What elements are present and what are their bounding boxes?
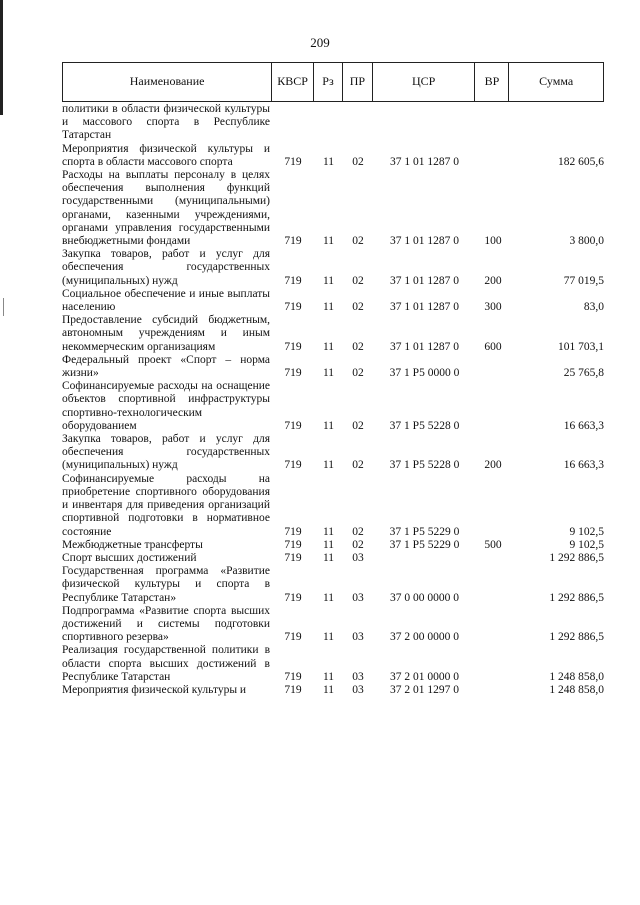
cell-kvsr: 719 [284, 367, 302, 380]
cell-pr: 03 [352, 670, 364, 683]
cell-pr: 02 [352, 538, 364, 551]
cell-kvsr: 719 [284, 525, 302, 538]
cell-csr: 37 1 01 1287 0 [390, 155, 459, 168]
cell-csr: 37 1 P5 5228 0 [389, 419, 460, 432]
cell-pr: 02 [352, 274, 364, 287]
cell-name: Межбюджетные трансферты [62, 538, 203, 551]
table-row [62, 380, 604, 433]
cell-sum: 77 019,5 [563, 274, 604, 287]
cell-name: Реализация государственной политики в области спорта высших достижений в Республике Татарстан [62, 644, 270, 683]
cell-rz: 11 [322, 301, 335, 314]
cell-name: Спорт высших достижений [62, 551, 197, 564]
cell-sum: 1 292 886,5 [549, 591, 604, 604]
cell-name: Социальное обеспечение и иные выплаты населению [62, 287, 270, 314]
cell-vr: 200 [484, 274, 502, 287]
cell-pr: 03 [352, 631, 364, 644]
table-row [62, 473, 604, 539]
table-row [62, 248, 604, 288]
cell-kvsr: 719 [284, 235, 302, 248]
header-sum: Сумма [539, 74, 574, 89]
cell-pr: 02 [352, 155, 364, 168]
header-pr: ПР [343, 63, 373, 101]
page-number: 209 [310, 35, 330, 50]
table-row [62, 433, 604, 473]
cell-vr: 600 [484, 340, 502, 353]
header-rz: Рз [314, 63, 343, 101]
table-body [62, 103, 604, 697]
cell-rz: 11 [322, 155, 335, 168]
cell-kvsr: 719 [284, 274, 302, 287]
cell-kvsr: 719 [284, 683, 302, 696]
cell-name: Закупка товаров, работ и услуг для обеспечения государственных (муниципальных) нужд [62, 248, 270, 287]
cell-kvsr: 719 [284, 551, 302, 564]
cell-pr: 02 [352, 419, 364, 432]
table-row [62, 605, 604, 645]
table-row [62, 539, 604, 552]
cell-csr: 37 2 00 0000 0 [390, 631, 459, 644]
cell-sum: 1 292 886,5 [549, 631, 604, 644]
table-row [62, 565, 604, 605]
scan-mark [3, 298, 4, 316]
cell-sum: 101 703,1 [558, 340, 604, 353]
cell-rz: 11 [322, 538, 335, 551]
cell-sum: 16 663,3 [563, 459, 604, 472]
table-row [62, 314, 604, 354]
cell-rz: 11 [322, 340, 335, 353]
cell-name: Федеральный проект «Спорт – норма жизни» [62, 353, 270, 380]
cell-pr: 02 [352, 367, 364, 380]
cell-csr: 37 1 P5 5229 0 [389, 525, 460, 538]
cell-csr: 37 2 01 0000 0 [390, 670, 459, 683]
cell-csr: 37 1 P5 5228 0 [389, 459, 460, 472]
cell-pr: 02 [352, 235, 364, 248]
cell-csr: 37 2 01 1297 0 [390, 683, 459, 696]
cell-sum: 25 765,8 [563, 367, 604, 380]
cell-csr: 37 1 P5 0000 0 [389, 367, 460, 380]
cell-name: Государственная программа «Развитие физической культуры и спорта в Республике Татарстан» [62, 565, 270, 604]
table-header [62, 62, 604, 102]
cell-rz: 11 [322, 591, 335, 604]
cell-name: Закупка товаров, работ и услуг для обеспечения государственных (муниципальных) нужд [62, 433, 270, 472]
cell-name: Мероприятия физической культуры и спорта в области массового спорта [62, 142, 270, 168]
cell-name: Софинансируемые расходы на приобретение спортивного оборудования и инвентаря для приведения организаций спортивной подготовки в нормативное состояние [62, 472, 270, 538]
cell-name: Софинансируемые расходы на оснащение объектов спортивной инфраструктуры спортивно-технологическим оборудованием [62, 380, 270, 432]
cell-csr: 37 0 00 0000 0 [390, 591, 459, 604]
table-row [62, 103, 604, 143]
cell-vr: 200 [484, 459, 502, 472]
cell-sum: 1 248 858,0 [549, 683, 604, 696]
table-row [62, 354, 604, 380]
cell-csr: 37 1 01 1287 0 [390, 340, 459, 353]
cell-name: Мероприятия физической культуры и [62, 683, 247, 696]
header-name: Наименование [63, 63, 272, 101]
cell-kvsr: 719 [284, 301, 302, 314]
cell-name: Предоставление субсидий бюджетным, автономным учреждениям и иным некоммерческим организациям [62, 314, 270, 353]
cell-pr: 02 [352, 301, 364, 314]
cell-pr: 03 [352, 551, 364, 564]
cell-rz: 11 [322, 274, 335, 287]
cell-sum: 1 248 858,0 [549, 670, 604, 683]
header-kvsr: КВСР [272, 63, 314, 101]
cell-rz: 11 [322, 683, 335, 696]
cell-pr: 02 [352, 459, 364, 472]
table-row [62, 684, 604, 697]
table-row [62, 644, 604, 684]
cell-pr: 02 [352, 340, 364, 353]
cell-name: Подпрограмма «Развитие спорта высших достижений и системы подготовки спортивного резерва» [62, 604, 270, 644]
cell-sum: 182 605,6 [558, 155, 604, 168]
cell-kvsr: 719 [284, 155, 302, 168]
cell-rz: 11 [322, 551, 335, 564]
cell-rz: 11 [322, 670, 335, 683]
cell-vr: 300 [484, 301, 502, 314]
cell-sum: 1 292 886,5 [549, 551, 604, 564]
cell-kvsr: 719 [284, 591, 302, 604]
cell-kvsr: 719 [284, 459, 302, 472]
header-vr: ВР [475, 63, 509, 101]
cell-pr: 03 [352, 683, 364, 696]
cell-kvsr: 719 [284, 340, 302, 353]
scan-edge [0, 0, 3, 115]
cell-sum: 9 102,5 [569, 538, 604, 551]
cell-csr: 37 1 P5 5229 0 [389, 538, 460, 551]
cell-pr: 02 [352, 525, 364, 538]
table-row [62, 169, 604, 248]
cell-kvsr: 719 [284, 631, 302, 644]
cell-sum: 16 663,3 [563, 419, 604, 432]
cell-vr: 500 [484, 538, 502, 551]
cell-rz: 11 [322, 419, 335, 432]
cell-vr: 100 [484, 235, 502, 248]
cell-rz: 11 [322, 525, 335, 538]
table-row [62, 288, 604, 314]
table-row [62, 552, 604, 565]
cell-csr: 37 1 01 1287 0 [390, 274, 459, 287]
cell-name: политики в области физической культуры и массового спорта в Республике Татарстан [62, 103, 270, 142]
cell-csr: 37 1 01 1287 0 [390, 301, 459, 314]
cell-name: Расходы на выплаты персоналу в целях обеспечения выполнения функций государственными (муниципальными) органами, казенными учреждениями, органами управления государственными внебюджетными фондами [62, 169, 270, 248]
cell-sum: 83,0 [583, 301, 604, 314]
cell-rz: 11 [322, 367, 335, 380]
cell-kvsr: 719 [284, 670, 302, 683]
cell-rz: 11 [322, 235, 335, 248]
cell-rz: 11 [322, 631, 335, 644]
table-row [62, 143, 604, 169]
cell-kvsr: 719 [284, 538, 302, 551]
cell-csr: 37 1 01 1287 0 [390, 235, 459, 248]
cell-sum: 3 800,0 [569, 235, 604, 248]
cell-rz: 11 [322, 459, 335, 472]
header-csr: ЦСР [373, 63, 476, 101]
cell-kvsr: 719 [284, 419, 302, 432]
cell-pr: 03 [352, 591, 364, 604]
cell-sum: 9 102,5 [569, 525, 604, 538]
